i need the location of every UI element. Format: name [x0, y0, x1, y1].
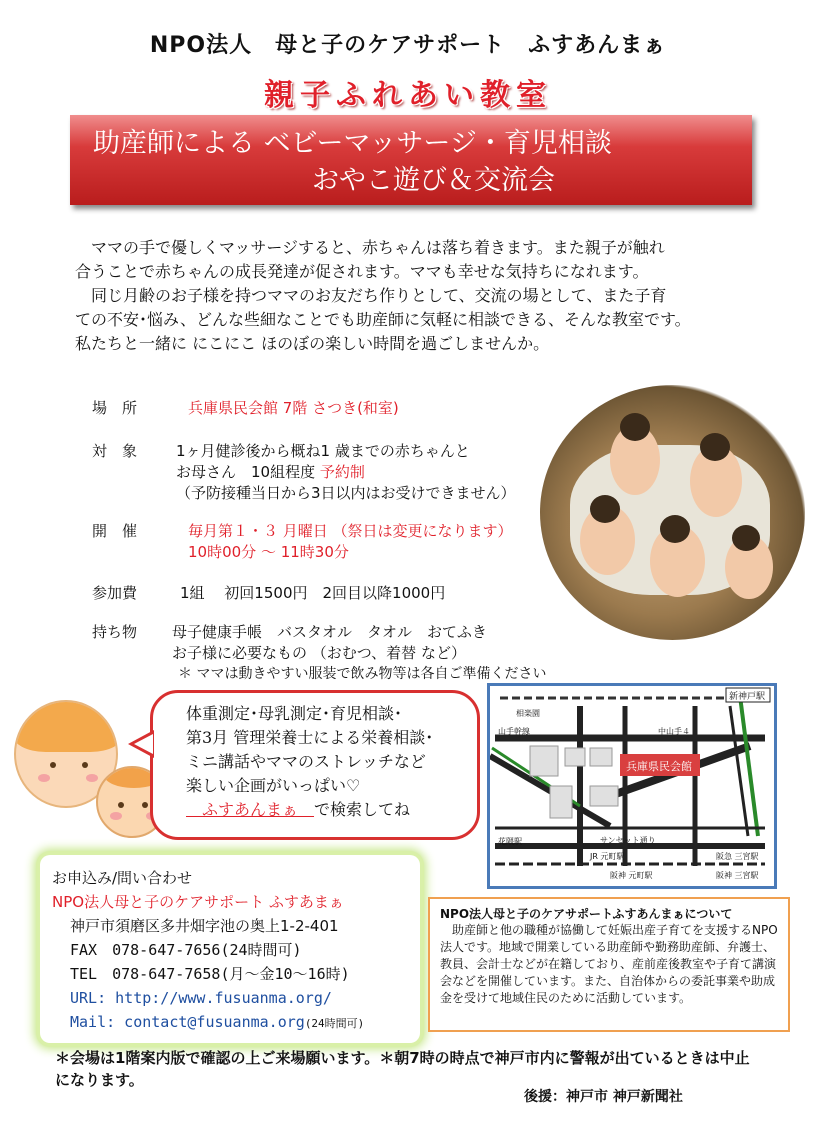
sponsor: 後援：神戸市 神戸新聞社	[524, 1089, 683, 1105]
organization-title: NPO法人 母と子のケアサポート ふすあんまぁ	[149, 33, 667, 58]
bubble-line: 体重測定･母乳測定･育児相談･	[186, 704, 403, 723]
bubble-text	[186, 702, 433, 822]
svg-text:阪神 三宮駅: 阪神 三宮駅	[716, 871, 759, 880]
svg-text:阪急 三宮駅: 阪急 三宮駅	[716, 852, 759, 861]
place-value: 兵庫県民会館 7階 さつき(和室)	[188, 399, 399, 417]
notice-line: になります。	[55, 1071, 144, 1089]
target-line-3: （予防接種当日から3日以内はお受けできません）	[176, 484, 516, 502]
intro-line: 合うことで赤ちゃんの成長発達が促されます。ママも幸せな気持ちになれます。	[75, 262, 649, 281]
place-label: 場 所	[92, 399, 138, 417]
fee-label: 参加費	[92, 584, 138, 602]
intro-line: ての不安･悩み、どんな些細なことでも助産師に気軽に相談できる、そんな教室です。	[75, 310, 691, 329]
svg-text:JR 元町駅: JR 元町駅	[590, 852, 625, 861]
search-suffix: で検索してね	[314, 800, 411, 819]
bubble-search-line	[186, 798, 433, 822]
map-hall-label: 兵庫県民会館	[626, 760, 692, 773]
items-line-3: ＊ ママは動きやすい服装で飲み物等は各自ご準備ください	[178, 666, 547, 682]
svg-text:中山手４: 中山手４	[658, 727, 690, 736]
mail-note: (24時間可)	[304, 1017, 365, 1030]
items-line-2: お子様に必要なもの （おむつ、着替 など）	[172, 644, 466, 662]
bubble-line: 楽しい企画がいっぱい♡	[186, 776, 361, 795]
contact-info	[52, 866, 364, 1036]
email-link-row	[52, 1010, 364, 1036]
target-label: 対 象	[92, 442, 138, 460]
svg-text:山手幹線: 山手幹線	[498, 727, 530, 736]
contact-fax: FAX 078-647-7656(24時間可)	[70, 941, 302, 959]
bubble-line: ミニ講話やママのストレッチなど	[186, 752, 426, 771]
intro-line: 私たちと一緒に にこにこ ほのぼの楽しい時間を過ごしませんか。	[75, 334, 550, 353]
svg-text:花隈駅: 花隈駅	[498, 837, 522, 846]
schedule-line-1: 毎月第１・３ 月曜日 （祭日は変更になります）	[188, 522, 513, 540]
about-title: NPO法人母と子のケアサポートふすあんまぁについて	[440, 907, 733, 921]
notice-line: ＊会場は1階案内版で確認の上ご来場願います。＊朝7時の時点で神戸市内に警報が出ているときは中止	[55, 1049, 750, 1067]
map-station-label: 新神戸駅	[729, 692, 766, 702]
email-link[interactable]: Mail: contact@fusuanma.org	[70, 1013, 305, 1031]
map-drawing	[490, 686, 774, 886]
items-line-1: 母子健康手帳 バスタオル タオル おてふき	[172, 623, 487, 641]
bubble-line: 第3月 管理栄養士による栄養相談･	[186, 728, 434, 747]
babies-photo	[540, 385, 805, 640]
event-title: 親子ふれあい教室	[264, 78, 552, 113]
items-label: 持ち物	[92, 623, 138, 641]
intro-line: 同じ月齢のお子様を持つママのお友だち作りとして、交流の場として、また子育	[75, 286, 667, 305]
svg-text:サンセット通り: サンセット通り	[600, 836, 656, 845]
about-body: 助産師と他の職種が協働して妊娠出産子育てを支援するNPO法人です。地域で開業している助産師や勤務助産師、弁護士、教員、会計士などが在籍しており、産前産後教室や子育て講演会などを開催しています。また、自治体からの委託事業や助成金を受けて地域住民のために活動しています。	[440, 923, 778, 1005]
contact-heading: お申込み/問い合わせ	[52, 869, 193, 887]
contact-org: NPO法人母と子のケアサポート ふすあまぁ	[52, 893, 344, 911]
intro-paragraph	[75, 236, 775, 356]
schedule-line-2: 10時00分 ～ 11時30分	[188, 543, 349, 561]
svg-text:相楽園: 相楽園	[516, 709, 540, 718]
banner-line-2: おやこ遊び＆交流会	[312, 165, 555, 196]
target-line-2	[176, 462, 365, 483]
target-count: お母さん 10組程度	[176, 463, 316, 481]
contact-tel: TEL 078-647-7658(月～金10～16時)	[70, 965, 350, 983]
fee-value: 1組 初回1500円 2回目以降1000円	[180, 584, 446, 602]
schedule-label: 開 催	[92, 522, 138, 540]
target-line-1: 1ヶ月健診後から概ね1 歳までの赤ちゃんと	[176, 442, 470, 460]
svg-text:阪神 元町駅: 阪神 元町駅	[610, 871, 653, 880]
intro-line: ママの手で優しくマッサージすると、赤ちゃんは落ち着きます。また親子が触れ	[75, 238, 665, 257]
access-map	[487, 683, 777, 889]
banner-line-1: 助産師による ベビーマッサージ・育児相談	[93, 128, 612, 159]
contact-address: 神戸市須磨区多井畑字池の奥上1-2-401	[70, 917, 339, 935]
website-link[interactable]: URL: http://www.fusuanma.org/	[70, 989, 332, 1007]
reservation-required: 予約制	[319, 463, 365, 481]
notice	[55, 1047, 775, 1091]
search-keyword: ふすあんまぁ	[186, 800, 315, 819]
